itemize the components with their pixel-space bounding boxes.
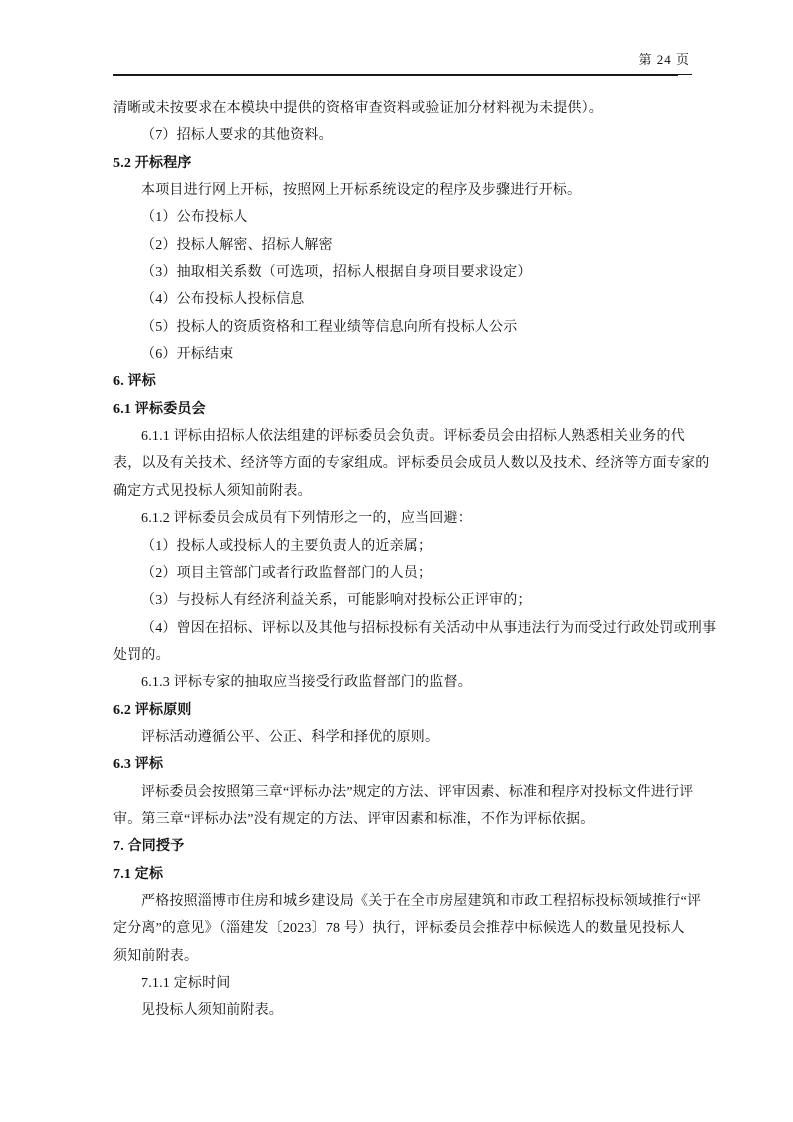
text-line: 评标活动遵循公平、公正、科学和择优的原则。 (141, 729, 440, 745)
text-line: 清晰或未按要求在本模块中提供的资格审查资料或验证加分材料视为未提供）。 (113, 101, 603, 116)
text-line: 7.1.1 定标时间 (141, 976, 231, 991)
text-line: 评标委员会按照第三章“评标办法”规定的方法、评审因素、标准和程序对投标文件进行评 (141, 784, 694, 800)
text-line: 定分离”的意见》（淄建发〔2023〕78 号）执行，评标委员会推荐中标候选人的数量见投标人 (113, 921, 685, 937)
text-line: 6.1.2 评标委员会成员有下列情形之一的，应当回避： (141, 511, 472, 527)
document-body (113, 95, 717, 1025)
section-heading: 6.1 评标委员会 (113, 401, 206, 417)
text-line: 见投标人须知前附表。 (141, 1003, 283, 1019)
section-heading: 6. 评标 (113, 374, 156, 390)
text-line: 6.1.1 评标由招标人依法组建的评标委员会负责。评标委员会由招标人熟悉相关业务的代 (141, 429, 685, 445)
text-line: 处罚的。 (113, 647, 170, 663)
text-line: 审。第三章“评标办法”没有规定的方法、评审因素和标准，不作为评标依据。 (113, 811, 595, 827)
text-line: 确定方式见投标人须知前附表。 (113, 483, 312, 499)
text-line: （6）开标结束 (141, 347, 234, 363)
section-heading: 7. 合同授予 (113, 839, 185, 855)
text-line: （3）与投标人有经济利益关系，可能影响对投标公正评审的； (141, 593, 532, 609)
page-header (0, 0, 793, 80)
text-line: （1）公布投标人 (141, 210, 248, 226)
section-heading: 6.2 评标原则 (113, 702, 192, 718)
section-heading: 6.3 评标 (113, 757, 164, 773)
text-line: （5）投标人的资质资格和工程业绩等信息向所有投标人公示 (141, 319, 518, 335)
text-line: （4）曾因在招标、评标以及其他与招标投标有关活动中从事违法行为而受过行政处罚或刑事 (141, 620, 717, 636)
text-line: （2）项目主管部门或者行政监督部门的人员； (141, 565, 433, 581)
section-heading: 7.1 定标 (113, 866, 164, 882)
section-heading: 5.2 开标程序 (113, 155, 192, 171)
text-line: （3）抽取相关系数（可选项，招标人根据自身项目要求设定） (141, 265, 532, 281)
header-rule (113, 74, 678, 76)
text-line: （2）投标人解密、招标人解密 (141, 237, 333, 253)
text-line: （1）投标人或投标人的主要负责人的近亲属； (141, 538, 433, 554)
text-line: 须知前附表。 (113, 948, 199, 964)
page-number: 第 24 页 (636, 51, 692, 75)
text-line: 本项目进行网上开标，按照网上开标系统设定的程序及步骤进行开标。 (141, 183, 582, 199)
text-line: 6.1.3 评标专家的抽取应当接受行政监督部门的监督。 (141, 675, 472, 691)
text-line: 表，以及有关技术、经济等方面的专家组成。评标委员会成员人数以及技术、经济等方面专家的 (113, 456, 710, 472)
text-line: （7）招标人要求的其他资料。 (141, 128, 333, 144)
text-line: （4）公布投标人投标信息 (141, 292, 305, 308)
text-line: 严格按照淄博市住房和城乡建设局《关于在全市房屋建筑和市政工程招标投标领域推行“评 (141, 893, 702, 909)
